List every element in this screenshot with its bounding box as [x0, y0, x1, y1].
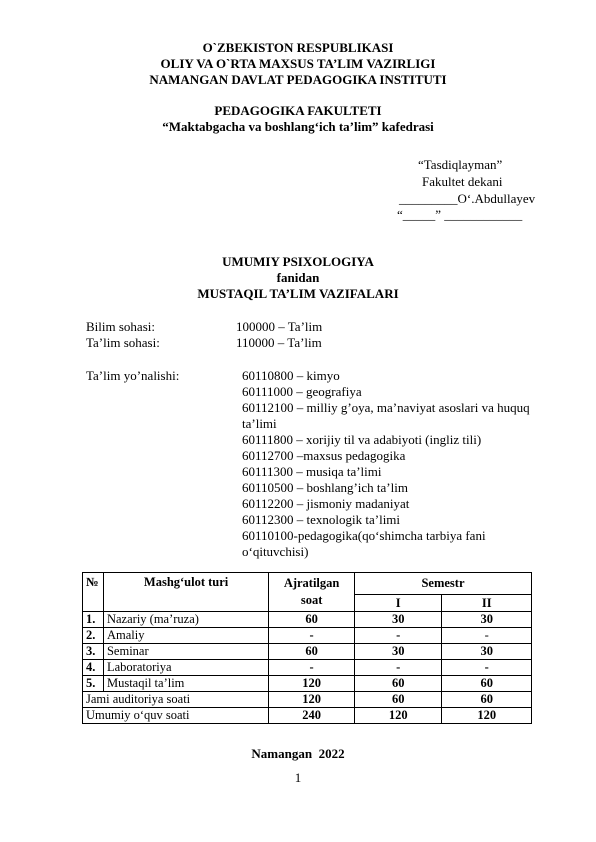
- table-row: [83, 612, 532, 628]
- table-row: [83, 628, 532, 644]
- direction-item: 60112300 – texnologik ta’limi: [242, 512, 401, 527]
- direction-item: 60112700 –maxsus pedagogika: [242, 448, 406, 463]
- area-label: Ta’lim sohasi:: [86, 335, 160, 350]
- table-header-row: [83, 573, 532, 595]
- row-type: Amaliy: [103, 628, 268, 644]
- row-hours: -: [269, 660, 355, 676]
- document-type: MUSTAQIL TA’LIM VAZIFALARI: [197, 286, 399, 301]
- total-type: Jami auditoriya soati: [83, 692, 269, 708]
- header-ministry-country: O`ZBEKISTON RESPUBLIKASI: [202, 40, 394, 55]
- hours-table: [82, 572, 532, 724]
- direction-item: 60111000 – geografiya: [242, 384, 362, 399]
- direction-item: 60110800 – kimyo: [242, 368, 340, 383]
- row-sem2: 30: [442, 644, 532, 660]
- direction-item: 60112200 – jismoniy madaniyat: [242, 496, 410, 511]
- approval-title: “Tasdiqlayman”: [418, 157, 503, 172]
- col-number-header: №: [83, 573, 104, 612]
- table-row: [83, 676, 532, 692]
- row-type: Nazariy (ma’ruza): [103, 612, 268, 628]
- table-row: [83, 644, 532, 660]
- table-total-row: [83, 692, 532, 708]
- row-sem1: -: [355, 628, 442, 644]
- row-sem1: 60: [355, 676, 442, 692]
- row-hours: 120: [269, 676, 355, 692]
- row-sem1: 30: [355, 644, 442, 660]
- col-hours-header: Ajratilgan soat: [269, 573, 355, 612]
- row-sem2: -: [442, 660, 532, 676]
- total-type: Umumiy o‘quv soati: [83, 708, 269, 724]
- col-type-header: Mashg‘ulot turi: [103, 573, 268, 612]
- approval-position: Fakultet dekani: [422, 174, 503, 189]
- row-sem1: 30: [355, 612, 442, 628]
- area-value: 110000 – Ta’lim: [236, 335, 322, 350]
- approval-signature: _________O‘.Abdullayev: [399, 191, 536, 206]
- header-institute: NAMANGAN DAVLAT PEDAGOGIKA INSTITUTI: [149, 72, 447, 87]
- table-row: [83, 660, 532, 676]
- row-number: 4.: [83, 660, 104, 676]
- field-label: Bilim sohasi:: [86, 319, 155, 334]
- col-sem2-header: II: [442, 595, 532, 612]
- footer-city-year: Namangan 2022: [251, 746, 345, 761]
- header-faculty: PEDAGOGIKA FAKULTETI: [214, 103, 382, 118]
- direction-item: 60111800 – xorijiy til va adabiyoti (ingliz tili): [242, 432, 482, 447]
- direction-item: 60110500 – boshlang’ich ta’lim: [242, 480, 408, 495]
- approval-date: “_____” ____________: [397, 207, 523, 222]
- direction-item: 60111300 – musiqa ta’limi: [242, 464, 382, 479]
- total-sem1: 60: [355, 692, 442, 708]
- total-hours: 240: [269, 708, 355, 724]
- total-sem2: 120: [442, 708, 532, 724]
- row-sem1: -: [355, 660, 442, 676]
- row-number: 2.: [83, 628, 104, 644]
- direction-item: 60110100-pedagogika(qo‘shimcha tarbiya fani: [242, 528, 486, 543]
- row-sem2: 60: [442, 676, 532, 692]
- row-hours: 60: [269, 612, 355, 628]
- row-type: Laboratoriya: [103, 660, 268, 676]
- subject-title: UMUMIY PSIXOLOGIYA: [222, 254, 374, 269]
- field-value: 100000 – Ta’lim: [236, 319, 323, 334]
- col-semestr-header: Semestr: [355, 573, 532, 595]
- page-number: 1: [294, 770, 302, 785]
- total-sem2: 60: [442, 692, 532, 708]
- total-hours: 120: [269, 692, 355, 708]
- row-hours: 60: [269, 644, 355, 660]
- direction-item: 60112100 – milliy g’oya, ma’naviyat asoslari va huquq: [242, 400, 530, 415]
- subject-fanidan: fanidan: [276, 270, 320, 285]
- row-number: 3.: [83, 644, 104, 660]
- row-type: Mustaqil ta’lim: [103, 676, 268, 692]
- total-sem1: 120: [355, 708, 442, 724]
- row-sem2: -: [442, 628, 532, 644]
- row-number: 5.: [83, 676, 104, 692]
- direction-item-continuation: ta’limi: [242, 416, 277, 431]
- col-sem1-header: I: [355, 595, 442, 612]
- direction-label: Ta’lim yo’nalishi:: [86, 368, 180, 383]
- header-ministry: OLIY VA O`RTA MAXSUS TA’LIM VAZIRLIGI: [160, 56, 436, 71]
- direction-item-continuation: o‘qituvchisi): [242, 544, 309, 559]
- row-type: Seminar: [103, 644, 268, 660]
- row-sem2: 30: [442, 612, 532, 628]
- row-hours: -: [269, 628, 355, 644]
- header-department: “Maktabgacha va boshlang‘ich ta’lim” kafedrasi: [162, 119, 434, 134]
- row-number: 1.: [83, 612, 104, 628]
- table-total-row: [83, 708, 532, 724]
